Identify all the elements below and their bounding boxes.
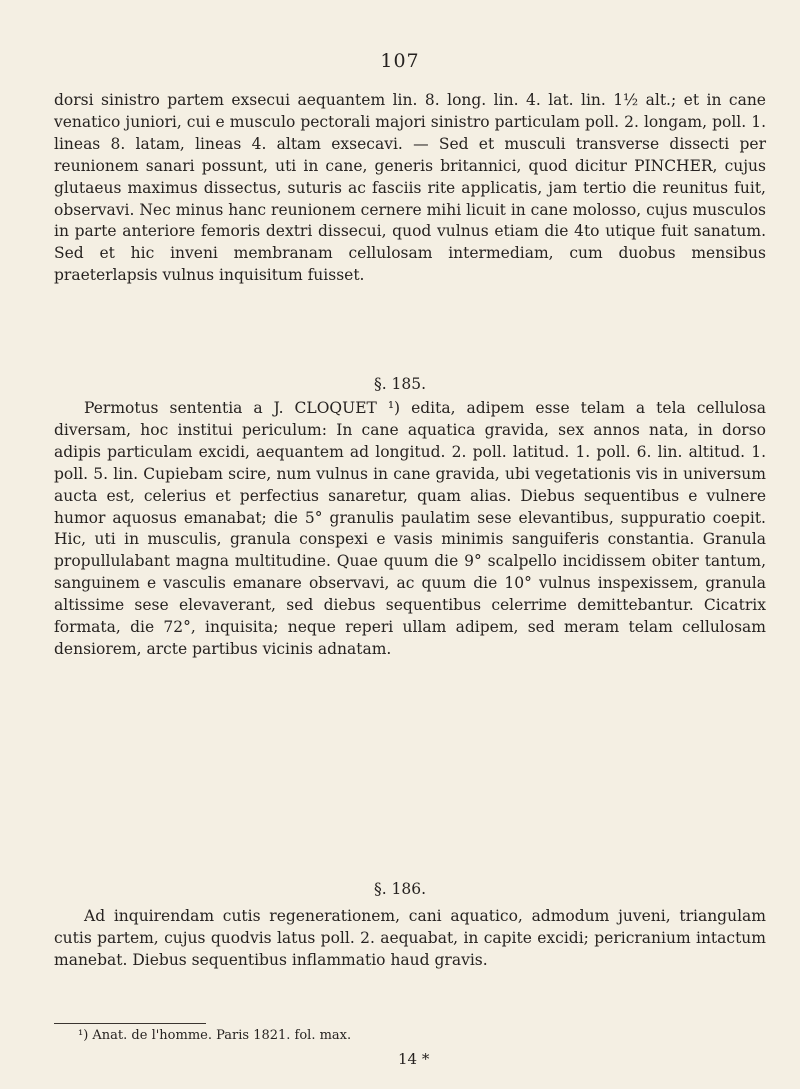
- paragraph-1: dorsi sinistro partem exsecui aequantem lin. 8. long. lin. 4. lat. lin. 1½ alt.; et in cane venatico juniori, cui e musculo pectorali majori sinistro particulam poll. 2. longam, poll. 1. lineas 8. latam, lineas 4. altam exsecavi. — Sed et musculi transverse dissecti per reunionem sanari possunt, uti in cane, generis britannici, quod dicitur PINCHER, cujus glutaeus maximus dissectus, suturis ac fasciis rite applicatis, jam tertio die reunitus fuit, observavi. Nec minus hanc reunionem cernere mihi licuit in cane molosso, cujus musculos in parte anteriore femoris dextri dissecui, quod vulnus etiam die 4to utique fuit sanatum. Sed et hic inveni membranam cellulosam intermediam, cum duobus mensibus praeterlapsis vulnus inquisitum fuisset.: [54, 91, 766, 285]
- paragraph-1-block: [54, 90, 766, 287]
- section-heading-185: §. 185.: [373, 375, 427, 393]
- footnote: ¹) Anat. de l'homme. Paris 1821. fol. max.: [78, 1028, 352, 1043]
- section-heading-186: §. 186.: [373, 880, 427, 898]
- page-number: 107: [380, 50, 420, 72]
- signature-mark: 14 *: [398, 1050, 430, 1068]
- paragraph-2-block: [54, 398, 766, 661]
- paragraph-3: Ad inquirendam cutis regenerationem, cani aquatico, admodum juveni, triangulam cutis partem, cujus quodvis latus poll. 2. aequabat, in capite excidi; pericranium intactum manebat. Diebus sequentibus inflammatio haud gravis.: [54, 907, 766, 969]
- footnote-rule: [54, 1023, 206, 1024]
- paragraph-3-block: [54, 906, 766, 972]
- paragraph-2: Permotus sententia a J. CLOQUET ¹) edita, adipem esse telam a tela cellulosa diversam, hoc institui periculum: In cane aquatica gravida, sex annos nata, in dorso adipis particulam excidi, aequantem ad longitud. 2. poll. latitud. 1. poll. 6. lin. altitud. 1. poll. 5. lin. Cupiebam scire, num vulnus in cane gravida, ubi vegetationis vis in universum aucta est, celerius et perfectius sanaretur, quam alias. Diebus sequentibus e vulnere humor aquosus emanabat; die 5° granulis paulatim sese elevantibus, suppuratio coepit. Hic, uti in musculis, granula conspexi e vasis minimis sanguiferis constantia. Granula propullulabant magna multitudine. Quae quum die 9° scalpello incidissem obiter tantum, sanguinem e vasculis emanare observavi, ac quum die 10° vulnus inspexissem, granula altissime sese elevaverant, sed diebus sequentibus celerrime demittebantur. Cicatrix formata, die 72°, inquisita; neque reperi ullam adipem, sed meram telam cellulosam densiorem, arcte partibus vicinis adnatam.: [54, 399, 766, 658]
